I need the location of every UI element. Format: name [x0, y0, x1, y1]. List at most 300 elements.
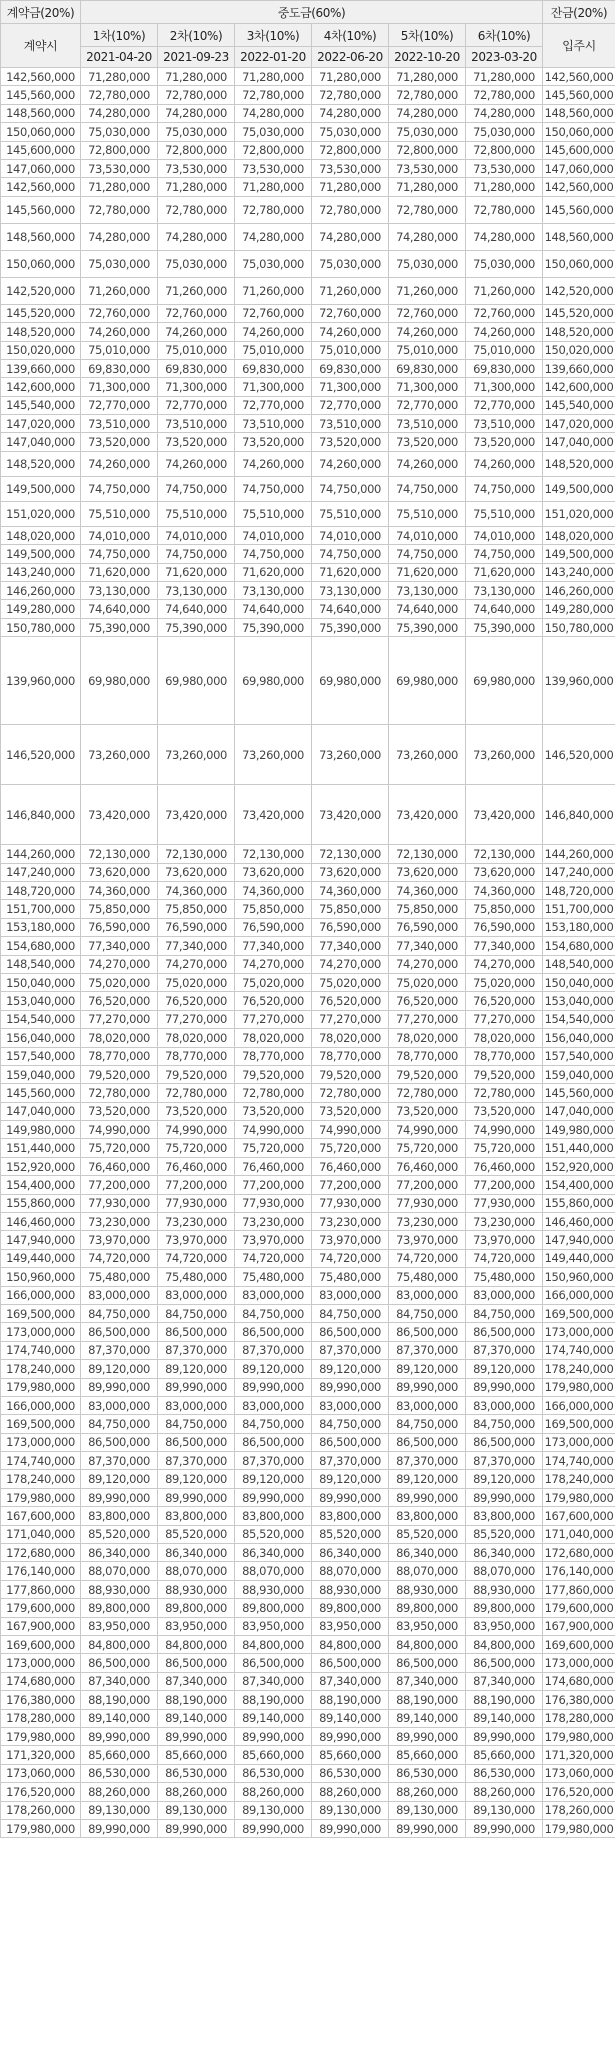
installment-amount-cell: 73,530,000	[81, 159, 158, 177]
installment-amount-cell: 87,370,000	[466, 1341, 543, 1359]
installment-amount-cell: 73,620,000	[466, 863, 543, 881]
deposit-amount-cell: 147,040,000	[1, 1102, 81, 1120]
installment-amount-cell: 85,660,000	[158, 1746, 235, 1764]
deposit-amount-cell: 143,240,000	[1, 563, 81, 581]
table-row	[1, 973, 615, 991]
installment-amount-cell: 76,590,000	[158, 918, 235, 936]
installment-amount-cell: 73,130,000	[235, 582, 312, 600]
installment-amount-cell: 72,780,000	[158, 196, 235, 223]
installment-amount-cell: 71,260,000	[312, 277, 389, 304]
installment-amount-cell: 73,620,000	[81, 863, 158, 881]
balance-amount-cell: 154,540,000	[543, 1010, 615, 1028]
installment-amount-cell: 74,270,000	[158, 955, 235, 973]
installment-amount-cell: 74,260,000	[466, 451, 543, 476]
installment-amount-cell: 84,750,000	[466, 1415, 543, 1433]
installment-amount-cell: 73,510,000	[235, 415, 312, 433]
installment-amount-cell: 73,260,000	[466, 725, 543, 785]
installment-amount-cell: 74,010,000	[466, 526, 543, 544]
installment-amount-cell: 75,390,000	[389, 618, 466, 636]
installment-amount-cell: 86,500,000	[235, 1654, 312, 1672]
installment-amount-cell: 73,520,000	[312, 433, 389, 451]
installment-amount-cell: 71,620,000	[466, 563, 543, 581]
installment-amount-cell: 75,850,000	[312, 900, 389, 918]
deposit-amount-cell: 154,540,000	[1, 1010, 81, 1028]
installment-amount-cell: 74,990,000	[81, 1121, 158, 1139]
installment-amount-cell: 73,520,000	[81, 433, 158, 451]
balance-amount-cell: 179,980,000	[543, 1378, 615, 1396]
installment-amount-cell: 89,990,000	[389, 1488, 466, 1506]
installment-amount-cell: 74,280,000	[466, 104, 543, 122]
installment-amount-cell: 87,370,000	[81, 1341, 158, 1359]
header-installment: 4차(10%)	[312, 24, 389, 47]
balance-amount-cell: 145,540,000	[543, 396, 615, 414]
balance-amount-cell: 145,560,000	[543, 196, 615, 223]
installment-amount-cell: 75,010,000	[466, 341, 543, 359]
balance-amount-cell: 149,440,000	[543, 1249, 615, 1267]
installment-amount-cell: 73,420,000	[389, 785, 466, 845]
header-date: 2023-03-20	[466, 47, 543, 68]
installment-amount-cell: 71,280,000	[312, 68, 389, 86]
deposit-amount-cell: 176,380,000	[1, 1691, 81, 1709]
installment-amount-cell: 83,000,000	[466, 1286, 543, 1304]
installment-amount-cell: 74,270,000	[389, 955, 466, 973]
installment-amount-cell: 87,340,000	[312, 1672, 389, 1690]
balance-amount-cell: 174,740,000	[543, 1341, 615, 1359]
installment-amount-cell: 83,950,000	[81, 1617, 158, 1635]
installment-amount-cell: 75,480,000	[235, 1268, 312, 1286]
installment-amount-cell: 88,070,000	[312, 1562, 389, 1580]
installment-amount-cell: 74,720,000	[158, 1249, 235, 1267]
installment-amount-cell: 77,200,000	[389, 1176, 466, 1194]
installment-amount-cell: 73,130,000	[312, 582, 389, 600]
installment-amount-cell: 73,970,000	[389, 1231, 466, 1249]
table-row	[1, 1341, 615, 1359]
installment-amount-cell: 85,520,000	[466, 1525, 543, 1543]
installment-amount-cell: 89,120,000	[312, 1360, 389, 1378]
installment-amount-cell: 74,640,000	[312, 600, 389, 618]
installment-amount-cell: 74,280,000	[81, 104, 158, 122]
installment-amount-cell: 89,130,000	[235, 1801, 312, 1819]
installment-amount-cell: 86,530,000	[466, 1764, 543, 1782]
installment-amount-cell: 85,520,000	[81, 1525, 158, 1543]
installment-amount-cell: 75,390,000	[81, 618, 158, 636]
table-row	[1, 725, 615, 785]
table-row	[1, 563, 615, 581]
installment-amount-cell: 83,000,000	[389, 1286, 466, 1304]
installment-amount-cell: 73,230,000	[158, 1213, 235, 1231]
deposit-amount-cell: 149,440,000	[1, 1249, 81, 1267]
balance-amount-cell: 179,980,000	[543, 1488, 615, 1506]
table-row	[1, 1268, 615, 1286]
installment-amount-cell: 83,000,000	[235, 1396, 312, 1414]
balance-amount-cell: 169,500,000	[543, 1415, 615, 1433]
deposit-amount-cell: 179,980,000	[1, 1488, 81, 1506]
balance-amount-cell: 145,560,000	[543, 1084, 615, 1102]
installment-amount-cell: 85,520,000	[389, 1525, 466, 1543]
installment-amount-cell: 78,020,000	[81, 1029, 158, 1047]
installment-amount-cell: 86,500,000	[235, 1433, 312, 1451]
installment-amount-cell: 89,990,000	[312, 1488, 389, 1506]
balance-amount-cell: 178,260,000	[543, 1801, 615, 1819]
installment-amount-cell: 77,270,000	[235, 1010, 312, 1028]
table-row	[1, 937, 615, 955]
table-row	[1, 1691, 615, 1709]
deposit-amount-cell: 148,560,000	[1, 223, 81, 250]
installment-amount-cell: 74,990,000	[389, 1121, 466, 1139]
balance-amount-cell: 149,280,000	[543, 600, 615, 618]
balance-amount-cell: 173,000,000	[543, 1323, 615, 1341]
balance-amount-cell: 147,040,000	[543, 433, 615, 451]
installment-amount-cell: 75,010,000	[312, 341, 389, 359]
installment-amount-cell: 75,030,000	[81, 250, 158, 277]
installment-amount-cell: 76,460,000	[389, 1157, 466, 1175]
installment-amount-cell: 71,280,000	[312, 178, 389, 196]
installment-amount-cell: 89,990,000	[466, 1378, 543, 1396]
deposit-amount-cell: 173,000,000	[1, 1433, 81, 1451]
table-row	[1, 304, 615, 322]
deposit-amount-cell: 148,520,000	[1, 451, 81, 476]
table-row	[1, 1102, 615, 1120]
deposit-amount-cell: 174,680,000	[1, 1672, 81, 1690]
installment-amount-cell: 72,780,000	[235, 86, 312, 104]
table-row	[1, 526, 615, 544]
installment-amount-cell: 76,520,000	[81, 992, 158, 1010]
table-row	[1, 1139, 615, 1157]
table-row	[1, 1783, 615, 1801]
installment-amount-cell: 74,260,000	[81, 323, 158, 341]
installment-amount-cell: 87,370,000	[235, 1341, 312, 1359]
installment-amount-cell: 89,130,000	[466, 1801, 543, 1819]
installment-amount-cell: 71,280,000	[158, 68, 235, 86]
installment-amount-cell: 71,300,000	[158, 378, 235, 396]
installment-amount-cell: 72,780,000	[312, 196, 389, 223]
installment-amount-cell: 73,260,000	[158, 725, 235, 785]
installment-amount-cell: 86,340,000	[389, 1544, 466, 1562]
installment-amount-cell: 72,760,000	[235, 304, 312, 322]
balance-amount-cell: 173,000,000	[543, 1654, 615, 1672]
installment-amount-cell: 85,660,000	[466, 1746, 543, 1764]
deposit-amount-cell: 145,560,000	[1, 196, 81, 223]
installment-amount-cell: 87,370,000	[81, 1452, 158, 1470]
installment-amount-cell: 77,270,000	[389, 1010, 466, 1028]
installment-amount-cell: 89,130,000	[81, 1801, 158, 1819]
installment-amount-cell: 72,770,000	[81, 396, 158, 414]
installment-amount-cell: 74,360,000	[466, 881, 543, 899]
table-row	[1, 881, 615, 899]
installment-amount-cell: 74,990,000	[466, 1121, 543, 1139]
deposit-amount-cell: 173,060,000	[1, 1764, 81, 1782]
installment-amount-cell: 74,990,000	[158, 1121, 235, 1139]
installment-amount-cell: 73,260,000	[235, 725, 312, 785]
header-installment: 2차(10%)	[158, 24, 235, 47]
installment-amount-cell: 76,590,000	[389, 918, 466, 936]
deposit-amount-cell: 179,980,000	[1, 1819, 81, 1837]
installment-amount-cell: 87,370,000	[158, 1341, 235, 1359]
balance-amount-cell: 166,000,000	[543, 1396, 615, 1414]
installment-amount-cell: 75,510,000	[312, 501, 389, 526]
installment-amount-cell: 75,720,000	[389, 1139, 466, 1157]
installment-amount-cell: 77,340,000	[466, 937, 543, 955]
installment-amount-cell: 83,800,000	[389, 1507, 466, 1525]
installment-amount-cell: 89,800,000	[235, 1599, 312, 1617]
installment-amount-cell: 88,070,000	[389, 1562, 466, 1580]
table-row	[1, 1304, 615, 1322]
header-installment: 3차(10%)	[235, 24, 312, 47]
installment-amount-cell: 74,360,000	[158, 881, 235, 899]
installment-amount-cell: 76,590,000	[312, 918, 389, 936]
installment-amount-cell: 75,850,000	[81, 900, 158, 918]
installment-amount-cell: 89,140,000	[158, 1709, 235, 1727]
installment-amount-cell: 74,280,000	[312, 104, 389, 122]
table-row	[1, 1213, 615, 1231]
balance-amount-cell: 150,040,000	[543, 973, 615, 991]
installment-amount-cell: 74,750,000	[235, 476, 312, 501]
installment-amount-cell: 72,760,000	[312, 304, 389, 322]
installment-amount-cell: 75,030,000	[466, 123, 543, 141]
table-row	[1, 1176, 615, 1194]
balance-amount-cell: 150,060,000	[543, 250, 615, 277]
installment-amount-cell: 86,500,000	[158, 1654, 235, 1672]
installment-amount-cell: 73,970,000	[158, 1231, 235, 1249]
installment-amount-cell: 89,120,000	[389, 1470, 466, 1488]
installment-amount-cell: 71,280,000	[389, 178, 466, 196]
deposit-amount-cell: 139,660,000	[1, 359, 81, 377]
balance-amount-cell: 145,600,000	[543, 141, 615, 159]
installment-amount-cell: 75,510,000	[466, 501, 543, 526]
installment-amount-cell: 89,120,000	[466, 1360, 543, 1378]
installment-amount-cell: 83,000,000	[389, 1396, 466, 1414]
table-row	[1, 415, 615, 433]
installment-amount-cell: 71,300,000	[466, 378, 543, 396]
deposit-amount-cell: 147,020,000	[1, 415, 81, 433]
installment-amount-cell: 72,130,000	[158, 845, 235, 863]
balance-amount-cell: 153,180,000	[543, 918, 615, 936]
table-row	[1, 451, 615, 476]
installment-amount-cell: 75,390,000	[235, 618, 312, 636]
balance-amount-cell: 147,020,000	[543, 415, 615, 433]
balance-amount-cell: 151,020,000	[543, 501, 615, 526]
balance-amount-cell: 146,520,000	[543, 725, 615, 785]
installment-amount-cell: 83,000,000	[466, 1396, 543, 1414]
installment-amount-cell: 71,300,000	[81, 378, 158, 396]
table-row	[1, 1470, 615, 1488]
installment-amount-cell: 87,340,000	[81, 1672, 158, 1690]
table-row	[1, 86, 615, 104]
deposit-amount-cell: 177,860,000	[1, 1580, 81, 1598]
balance-amount-cell: 150,020,000	[543, 341, 615, 359]
deposit-amount-cell: 173,000,000	[1, 1654, 81, 1672]
table-row	[1, 359, 615, 377]
installment-amount-cell: 78,770,000	[81, 1047, 158, 1065]
deposit-amount-cell: 154,680,000	[1, 937, 81, 955]
installment-amount-cell: 73,420,000	[158, 785, 235, 845]
table-row	[1, 1194, 615, 1212]
balance-amount-cell: 179,980,000	[543, 1819, 615, 1837]
deposit-amount-cell: 153,040,000	[1, 992, 81, 1010]
installment-amount-cell: 89,990,000	[389, 1727, 466, 1745]
table-row	[1, 1525, 615, 1543]
installment-amount-cell: 74,360,000	[81, 881, 158, 899]
installment-amount-cell: 69,830,000	[466, 359, 543, 377]
installment-amount-cell: 72,760,000	[466, 304, 543, 322]
installment-amount-cell: 86,500,000	[389, 1654, 466, 1672]
installment-amount-cell: 84,750,000	[158, 1304, 235, 1322]
installment-amount-cell: 73,130,000	[158, 582, 235, 600]
header-date: 2021-09-23	[158, 47, 235, 68]
installment-amount-cell: 73,520,000	[158, 1102, 235, 1120]
installment-amount-cell: 74,360,000	[235, 881, 312, 899]
installment-amount-cell: 88,260,000	[466, 1783, 543, 1801]
deposit-amount-cell: 178,240,000	[1, 1470, 81, 1488]
installment-amount-cell: 79,520,000	[235, 1065, 312, 1083]
installment-amount-cell: 74,280,000	[312, 223, 389, 250]
installment-amount-cell: 88,190,000	[158, 1691, 235, 1709]
installment-amount-cell: 76,460,000	[235, 1157, 312, 1175]
installment-amount-cell: 74,990,000	[235, 1121, 312, 1139]
installment-amount-cell: 75,720,000	[466, 1139, 543, 1157]
balance-amount-cell: 179,980,000	[543, 1727, 615, 1745]
installment-amount-cell: 71,280,000	[389, 68, 466, 86]
installment-amount-cell: 89,990,000	[389, 1819, 466, 1837]
installment-amount-cell: 85,660,000	[312, 1746, 389, 1764]
installment-amount-cell: 75,390,000	[158, 618, 235, 636]
installment-amount-cell: 87,370,000	[312, 1341, 389, 1359]
installment-amount-cell: 69,980,000	[389, 637, 466, 725]
installment-amount-cell: 78,020,000	[235, 1029, 312, 1047]
deposit-amount-cell: 150,020,000	[1, 341, 81, 359]
installment-amount-cell: 86,500,000	[466, 1654, 543, 1672]
installment-amount-cell: 73,130,000	[466, 582, 543, 600]
installment-amount-cell: 86,530,000	[158, 1764, 235, 1782]
installment-amount-cell: 71,280,000	[466, 178, 543, 196]
installment-amount-cell: 83,000,000	[81, 1396, 158, 1414]
installment-amount-cell: 86,500,000	[466, 1433, 543, 1451]
deposit-amount-cell: 148,720,000	[1, 881, 81, 899]
installment-amount-cell: 84,750,000	[389, 1415, 466, 1433]
table-row	[1, 378, 615, 396]
installment-amount-cell: 83,800,000	[158, 1507, 235, 1525]
installment-amount-cell: 88,930,000	[235, 1580, 312, 1598]
balance-amount-cell: 178,240,000	[543, 1360, 615, 1378]
deposit-amount-cell: 176,520,000	[1, 1783, 81, 1801]
installment-amount-cell: 85,660,000	[81, 1746, 158, 1764]
installment-amount-cell: 73,520,000	[235, 1102, 312, 1120]
balance-amount-cell: 149,500,000	[543, 476, 615, 501]
table-row	[1, 1617, 615, 1635]
installment-amount-cell: 75,010,000	[389, 341, 466, 359]
deposit-amount-cell: 147,060,000	[1, 159, 81, 177]
balance-amount-cell: 147,060,000	[543, 159, 615, 177]
deposit-amount-cell: 142,560,000	[1, 178, 81, 196]
installment-amount-cell: 73,530,000	[235, 159, 312, 177]
installment-amount-cell: 89,990,000	[312, 1378, 389, 1396]
balance-amount-cell: 169,500,000	[543, 1304, 615, 1322]
table-row	[1, 178, 615, 196]
installment-amount-cell: 83,800,000	[312, 1507, 389, 1525]
installment-amount-cell: 89,120,000	[235, 1470, 312, 1488]
installment-amount-cell: 76,520,000	[158, 992, 235, 1010]
deposit-amount-cell: 176,140,000	[1, 1562, 81, 1580]
installment-amount-cell: 72,760,000	[81, 304, 158, 322]
balance-amount-cell: 176,140,000	[543, 1562, 615, 1580]
installment-amount-cell: 72,780,000	[81, 1084, 158, 1102]
installment-amount-cell: 77,340,000	[235, 937, 312, 955]
installment-amount-cell: 71,620,000	[158, 563, 235, 581]
installment-amount-cell: 73,420,000	[81, 785, 158, 845]
deposit-amount-cell: 156,040,000	[1, 1029, 81, 1047]
installment-amount-cell: 89,990,000	[235, 1819, 312, 1837]
table-row	[1, 68, 615, 86]
installment-amount-cell: 79,520,000	[158, 1065, 235, 1083]
installment-amount-cell: 74,280,000	[158, 223, 235, 250]
deposit-amount-cell: 145,600,000	[1, 141, 81, 159]
installment-amount-cell: 75,510,000	[81, 501, 158, 526]
installment-amount-cell: 89,990,000	[466, 1819, 543, 1837]
deposit-amount-cell: 147,240,000	[1, 863, 81, 881]
installment-amount-cell: 79,520,000	[466, 1065, 543, 1083]
installment-amount-cell: 73,520,000	[235, 433, 312, 451]
table-row	[1, 1654, 615, 1672]
installment-amount-cell: 72,800,000	[81, 141, 158, 159]
installment-amount-cell: 75,020,000	[389, 973, 466, 991]
installment-amount-cell: 83,950,000	[389, 1617, 466, 1635]
deposit-amount-cell: 148,540,000	[1, 955, 81, 973]
table-row	[1, 1727, 615, 1745]
installment-amount-cell: 78,770,000	[312, 1047, 389, 1065]
installment-amount-cell: 77,270,000	[158, 1010, 235, 1028]
balance-amount-cell: 146,840,000	[543, 785, 615, 845]
installment-amount-cell: 84,800,000	[312, 1636, 389, 1654]
table-row	[1, 250, 615, 277]
installment-amount-cell: 89,800,000	[466, 1599, 543, 1617]
installment-amount-cell: 89,990,000	[466, 1727, 543, 1745]
installment-amount-cell: 77,340,000	[81, 937, 158, 955]
deposit-amount-cell: 149,500,000	[1, 545, 81, 563]
installment-amount-cell: 87,370,000	[389, 1341, 466, 1359]
table-row	[1, 637, 615, 725]
table-row	[1, 1746, 615, 1764]
installment-amount-cell: 74,260,000	[312, 451, 389, 476]
installment-amount-cell: 83,800,000	[81, 1507, 158, 1525]
deposit-amount-cell: 166,000,000	[1, 1396, 81, 1414]
installment-amount-cell: 75,030,000	[466, 250, 543, 277]
table-row	[1, 341, 615, 359]
installment-amount-cell: 87,370,000	[158, 1452, 235, 1470]
installment-amount-cell: 73,520,000	[158, 433, 235, 451]
balance-amount-cell: 174,740,000	[543, 1452, 615, 1470]
installment-amount-cell: 69,830,000	[158, 359, 235, 377]
header-installment: 1차(10%)	[81, 24, 158, 47]
installment-amount-cell: 78,770,000	[389, 1047, 466, 1065]
installment-amount-cell: 71,280,000	[81, 178, 158, 196]
installment-amount-cell: 88,070,000	[158, 1562, 235, 1580]
installment-amount-cell: 89,990,000	[158, 1488, 235, 1506]
installment-amount-cell: 74,280,000	[235, 104, 312, 122]
table-row	[1, 955, 615, 973]
installment-amount-cell: 76,460,000	[158, 1157, 235, 1175]
balance-amount-cell: 176,520,000	[543, 1783, 615, 1801]
installment-amount-cell: 89,990,000	[312, 1727, 389, 1745]
installment-amount-cell: 89,120,000	[81, 1360, 158, 1378]
table-row	[1, 1709, 615, 1727]
installment-amount-cell: 86,500,000	[158, 1433, 235, 1451]
installment-amount-cell: 79,520,000	[81, 1065, 158, 1083]
installment-amount-cell: 74,260,000	[312, 323, 389, 341]
installment-amount-cell: 71,620,000	[312, 563, 389, 581]
installment-amount-cell: 75,720,000	[81, 1139, 158, 1157]
header-middle-group: 중도금(60%)	[81, 1, 543, 24]
installment-amount-cell: 73,420,000	[466, 785, 543, 845]
